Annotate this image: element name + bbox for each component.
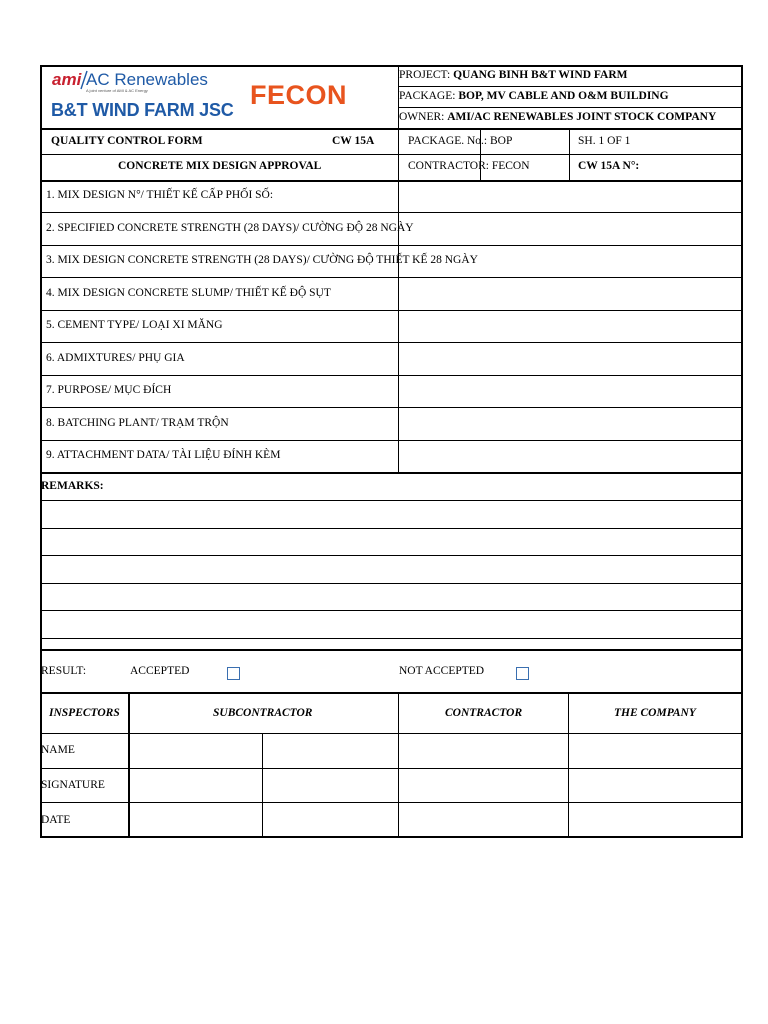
project-value: QUANG BINH B&T WIND FARM [453,69,628,81]
item-value-field[interactable] [399,311,741,342]
name-row-label: NAME [41,744,75,756]
grid-line [569,128,570,181]
grid-line [40,407,742,408]
grid-line [40,649,742,651]
item-value-field[interactable] [399,376,741,407]
package-no: PACKAGE. No.: BOP [408,135,513,147]
remarks-label: REMARKS: [41,480,104,492]
package-label: PACKAGE: [399,90,459,102]
grid-line [40,583,742,584]
contractor-header: CONTRACTOR [445,707,523,719]
grid-line [480,128,481,181]
owner-value: AMI/AC RENEWABLES JOINT STOCK COMPANY [447,111,717,123]
signoff-cell[interactable] [263,769,398,802]
subcontractor-header: SUBCONTRACTOR [213,707,313,719]
owner-label: OWNER: [399,111,448,123]
signoff-cell[interactable] [129,803,262,836]
signoff-cell[interactable] [569,769,741,802]
package-value: BOP, MV CABLE AND O&M BUILDING [458,90,669,102]
grid-line [40,180,742,182]
grid-line [40,692,742,694]
grid-line [398,180,399,473]
not-accepted-label: NOT ACCEPTED [399,665,485,677]
company-logo-text: B&T WIND FARM JSC [51,100,234,120]
item-row: 4. MIX DESIGN CONCRETE SLUMP/ THIẾT KẾ ĐỘ SỤT [46,287,331,299]
grid-line [40,638,742,639]
project-label: PROJECT: [399,69,454,81]
package-line [399,91,669,103]
project-line [399,70,628,82]
ac-renewables-logo-text: AC Renewables [86,70,208,89]
item-row: 9. ATTACHMENT DATA/ TÀI LIỆU ĐÍNH KÈM [46,449,281,461]
grid-line [40,836,742,838]
item-row: 6. ADMIXTURES/ PHỤ GIA [46,352,185,364]
grid-line [398,86,741,87]
item-value-field[interactable] [399,278,741,309]
sheet-number: SH. 1 OF 1 [578,135,631,147]
grid-line [40,342,742,343]
accepted-checkbox[interactable] [227,667,240,680]
signoff-cell[interactable] [399,734,568,768]
grid-line [40,310,742,311]
grid-line [40,610,742,611]
item-row: 5. CEMENT TYPE/ LOẠI XI MĂNG [46,319,223,331]
signoff-cell[interactable] [399,769,568,802]
grid-line [40,277,742,278]
grid-line [40,212,742,213]
date-row-label: DATE [41,814,71,826]
signoff-cell[interactable] [569,734,741,768]
grid-line [40,472,742,474]
inspectors-header: INSPECTORS [49,707,120,719]
not-accepted-checkbox[interactable] [516,667,529,680]
ami-logo-text: ami [52,70,82,89]
qc-form-label: QUALITY CONTROL FORM [51,135,203,147]
company-header: THE COMPANY [614,707,696,719]
grid-line [398,65,399,181]
logo-slash-icon [80,70,88,90]
item-row: 8. BATCHING PLANT/ TRẠM TRỘN [46,417,229,429]
signoff-cell[interactable] [263,734,398,768]
grid-line [398,107,741,108]
grid-line [40,128,742,130]
ami-tagline: A joint venture of AMI & AC Energy [86,88,148,93]
item-value-field[interactable] [399,181,741,212]
remarks-field[interactable] [41,501,741,638]
item-row: 2. SPECIFIED CONCRETE STRENGTH (28 DAYS)/ CƯỜNG ĐỘ 28 NGÀY [46,222,414,234]
grid-line [40,65,742,67]
form-code: CW 15A [332,135,375,147]
grid-line [40,528,742,529]
item-row: 3. MIX DESIGN CONCRETE STRENGTH (28 DAYS)/ CƯỜNG ĐỘ THIẾT KẾ 28 NGÀY [46,254,478,266]
signoff-cell[interactable] [263,803,398,836]
cw-number-label: CW 15A N°: [578,160,640,172]
item-row: 1. MIX DESIGN N°/ THIẾT KẾ CẤP PHỐI SỐ: [46,189,274,201]
grid-line [40,375,742,376]
result-label: RESULT: [41,665,87,677]
signature-row-label: SIGNATURE [41,779,105,791]
form-title: CONCRETE MIX DESIGN APPROVAL [118,160,322,172]
signoff-cell[interactable] [399,803,568,836]
grid-line [40,245,742,246]
item-row: 7. PURPOSE/ MỤC ĐÍCH [46,384,172,396]
fecon-logo: FECON [250,80,347,110]
item-value-field[interactable] [399,343,741,374]
accepted-label: ACCEPTED [130,665,190,677]
item-value-field[interactable] [399,441,741,472]
signoff-cell[interactable] [569,803,741,836]
grid-line [40,440,742,441]
grid-line [40,500,742,501]
signoff-cell[interactable] [129,769,262,802]
grid-line [40,555,742,556]
signoff-cell[interactable] [129,734,262,768]
owner-line [399,112,716,124]
item-value-field[interactable] [399,246,741,277]
grid-line [40,154,742,155]
item-value-field[interactable] [399,408,741,439]
contractor-info: CONTRACTOR: FECON [408,160,530,172]
